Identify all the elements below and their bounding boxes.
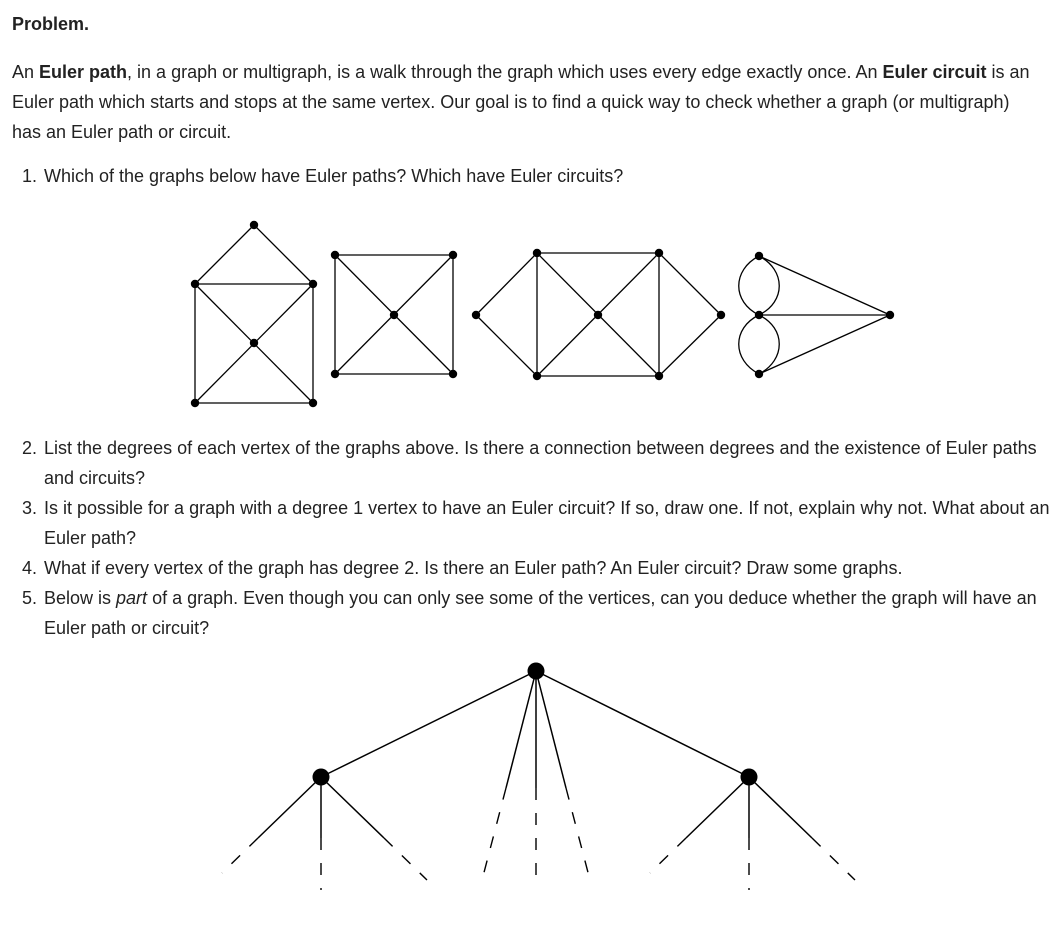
question-number: 3. [22, 498, 38, 518]
intro-text-2: , in a graph or multigraph, is a walk through the graph which uses every edge exactly once. An [127, 62, 883, 82]
question-number: 2. [22, 438, 38, 458]
vertex-right [741, 769, 758, 786]
question-number: 4. [22, 558, 38, 578]
question-text: Is it possible for a graph with a degree 1 vertex to have an Euler circuit? If so, draw one. If not, explain why not. What about an Euler path? [44, 498, 1050, 548]
vertex-top [528, 663, 545, 680]
question-text-post: of a graph. Even though you can only see some of the vertices, can you deduce whether the graph will have an Euler path or circuit? [44, 588, 1037, 638]
question-text: What if every vertex of the graph has degree 2. Is there an Euler path? An Euler circuit? Draw some graphs. [44, 558, 903, 578]
term-euler-circuit: Euler circuit [882, 62, 987, 82]
question-text: Which of the graphs below have Euler paths? Which have Euler circuits? [44, 166, 624, 186]
question-text-em: part [116, 588, 148, 608]
problem-heading: Problem. [12, 14, 90, 34]
question-text-pre: Below is [44, 588, 117, 608]
question-text: List the degrees of each vertex of the graphs above. Is there a connection between degrees and the existence of Euler paths and circuits? [44, 438, 1037, 488]
term-euler-path: Euler path [39, 62, 128, 82]
intro-text-3: is an Euler path which starts and stops at the same vertex. Our goal is to find a quick way to check whether a graph (or multigraph) has an Euler path or circuit. [12, 62, 1030, 142]
intro-text-1: An [12, 62, 40, 82]
vertex-left [313, 769, 330, 786]
question-number: 1. [22, 166, 38, 186]
question-number: 5. [22, 588, 38, 608]
